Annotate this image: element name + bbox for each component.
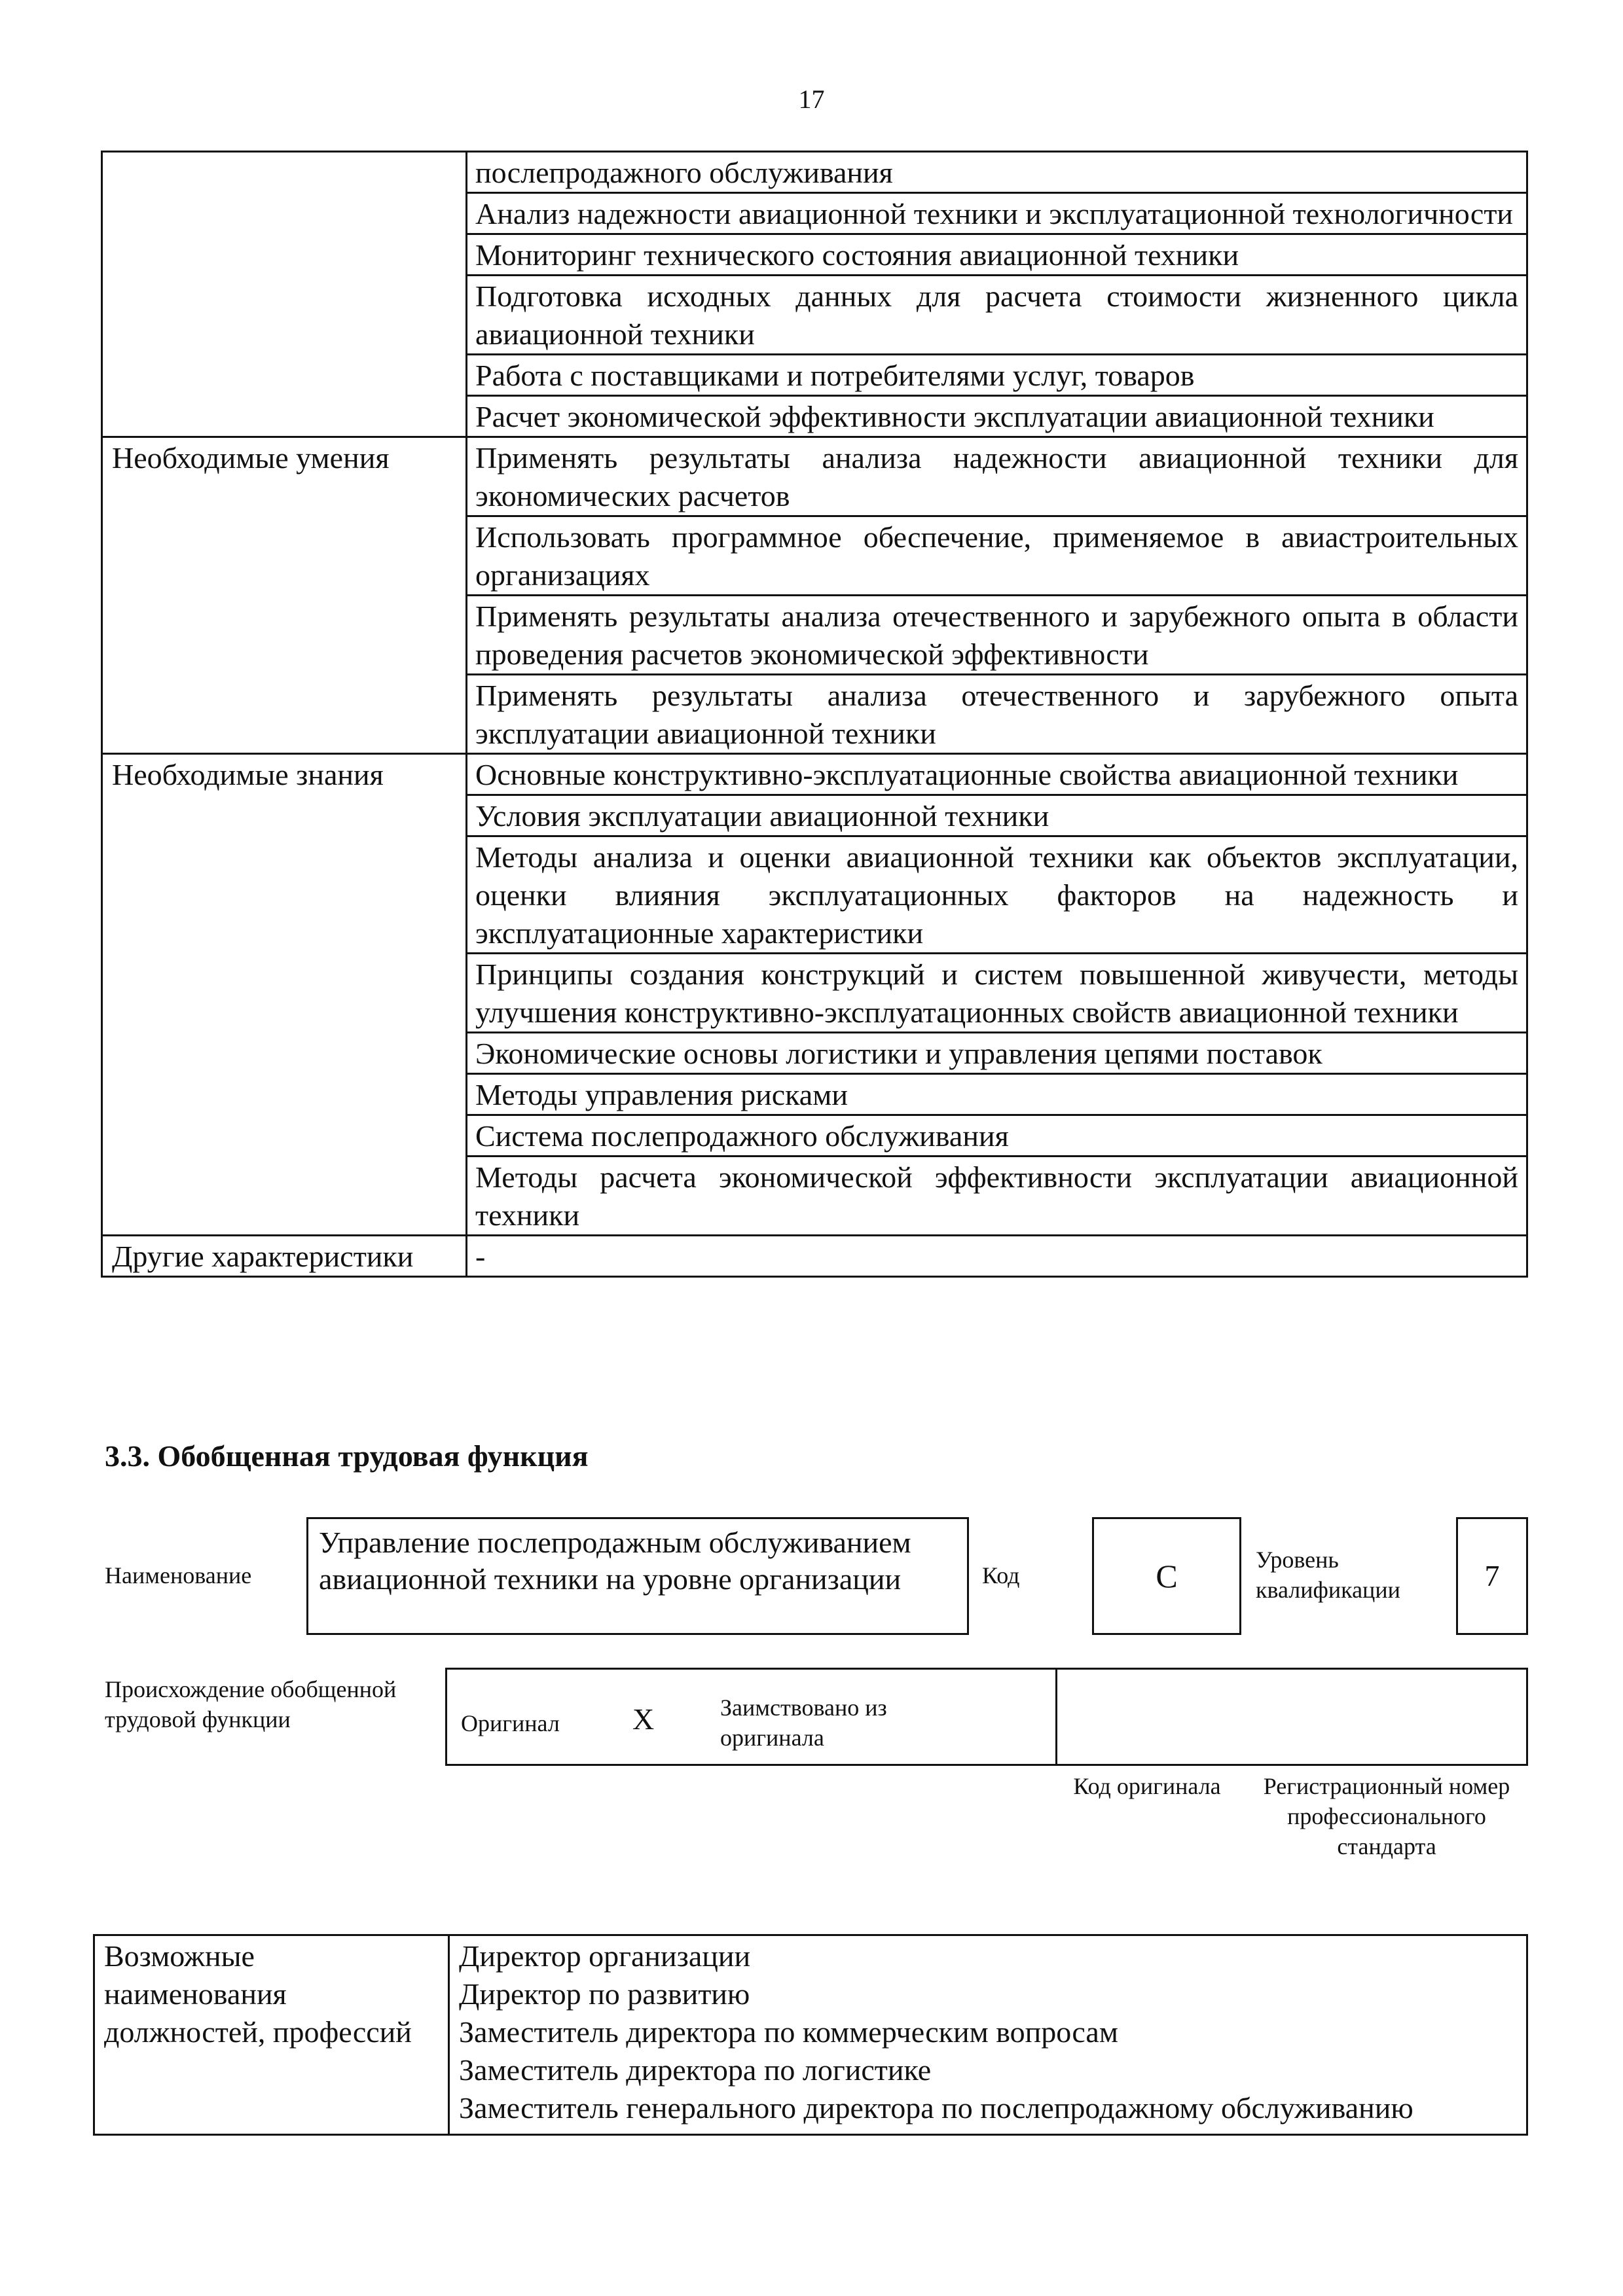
page-number: 17 <box>798 84 825 114</box>
original-checkbox-mark: Х <box>632 1702 655 1736</box>
other-value: - <box>467 1236 1527 1277</box>
empty-label-cell <box>102 152 467 437</box>
level-label: Уровень квалификации <box>1256 1547 1400 1603</box>
knowledge-item: Условия эксплуатации авиационной техники <box>467 795 1527 836</box>
continuation-row: Работа с поставщиками и потребителями услуг, товаров <box>467 355 1527 396</box>
borrowed-label: Заимствовано из оригинала <box>720 1695 887 1751</box>
code-value-box: С <box>1092 1517 1241 1635</box>
name-label: Наименование <box>105 1562 252 1588</box>
knowledge-item: Основные конструктивно-эксплуатационные свойства авиационной техники <box>467 754 1527 795</box>
positions-label: Возможные наименования должностей, профессий <box>94 1935 449 2135</box>
skill-item: Применять результаты анализа надежности авиационной техники для экономических расчетов <box>467 437 1527 516</box>
code-original-label: Код оригинала <box>1073 1773 1221 1799</box>
code-label: Код <box>982 1562 1020 1588</box>
reg-number-label: Регистрационный номер профессионального стандарта <box>1263 1773 1510 1859</box>
continuation-row: Подготовка исходных данных для расчета стоимости жизненного цикла авиационной техники <box>467 276 1527 355</box>
position-item: Заместитель генерального директора по послепродажному обслуживанию <box>459 2091 1413 2125</box>
skill-item: Использовать программное обеспечение, применяемое в авиастроительных организациях <box>467 516 1527 596</box>
positions-list <box>449 1935 1527 2135</box>
position-item: Заместитель директора по логистике <box>459 2053 932 2087</box>
position-item: Заместитель директора по коммерческим вопросам <box>459 2015 1118 2049</box>
knowledge-item: Методы анализа и оценки авиационной техники как объектов эксплуатации, оценки влияния эксплуатационных факторов на надежность и эксплуатационные характеристики <box>467 836 1527 954</box>
knowledge-item: Методы расчета экономической эффективности эксплуатации авиационной техники <box>467 1157 1527 1236</box>
origin-box <box>445 1668 1528 1766</box>
origin-label: Происхождение обобщенной трудовой функции <box>105 1676 397 1732</box>
skill-item: Применять результаты анализа отечественного и зарубежного опыта эксплуатации авиационной техники <box>467 675 1527 754</box>
knowledge-item: Методы управления рисками <box>467 1074 1527 1115</box>
level-value-box: 7 <box>1456 1517 1528 1635</box>
other-label: Другие характеристики <box>102 1236 467 1277</box>
position-item: Директор по развитию <box>459 1977 750 2011</box>
knowledge-label: Необходимые знания <box>102 754 467 1236</box>
knowledge-item: Экономические основы логистики и управления цепями поставок <box>467 1033 1527 1074</box>
skills-table <box>101 151 1528 1278</box>
position-item: Директор организации <box>459 1939 751 1973</box>
positions-table <box>93 1934 1528 2136</box>
continuation-row: послепродажного обслуживания <box>467 152 1527 193</box>
continuation-row: Мониторинг технического состояния авиационной техники <box>467 234 1527 276</box>
skills-label: Необходимые умения <box>102 437 467 754</box>
continuation-row: Анализ надежности авиационной техники и эксплуатационной технологичности <box>467 193 1527 234</box>
knowledge-item: Принципы создания конструкций и систем повышенной живучести, методы улучшения конструктивно-эксплуатационных свойств авиационной техники <box>467 954 1527 1033</box>
knowledge-item: Система послепродажного обслуживания <box>467 1115 1527 1157</box>
origin-divider <box>1055 1668 1057 1766</box>
skill-item: Применять результаты анализа отечественного и зарубежного опыта в области проведения расчетов экономической эффективности <box>467 596 1527 675</box>
section-title: 3.3. Обобщенная трудовая функция <box>105 1439 589 1473</box>
continuation-row: Расчет экономической эффективности эксплуатации авиационной техники <box>467 396 1527 437</box>
original-label: Оригинал <box>461 1710 560 1736</box>
name-value-box: Управление послепродажным обслуживанием авиационной техники на уровне организации <box>306 1517 969 1635</box>
